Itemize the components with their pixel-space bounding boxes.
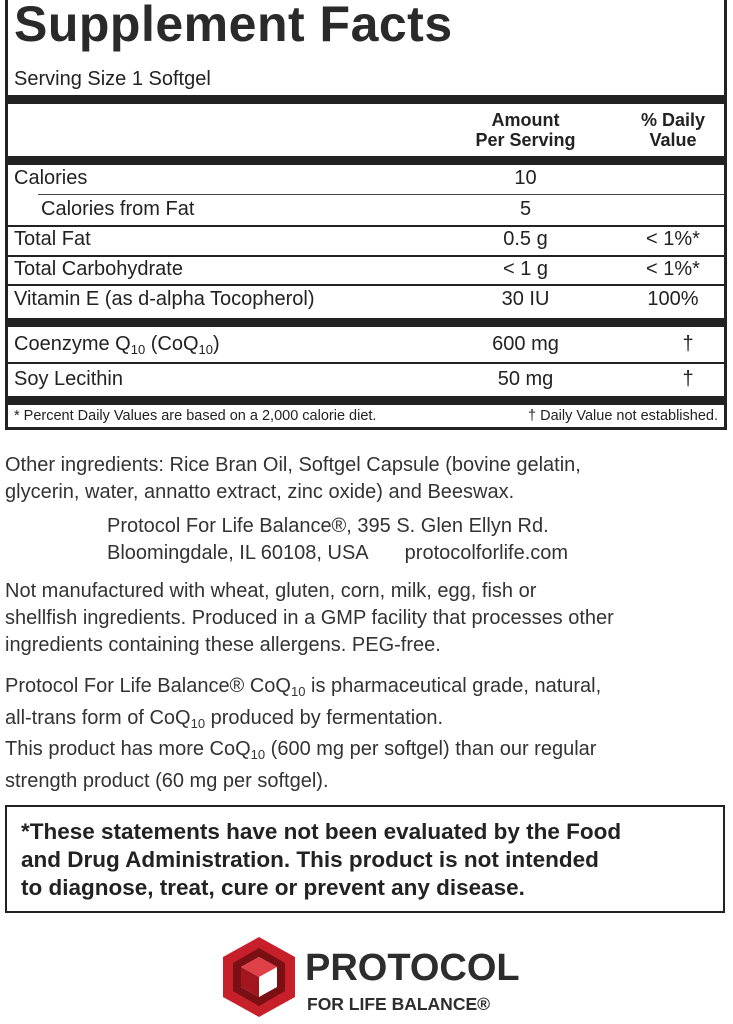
thick-divider bbox=[8, 396, 724, 405]
row-daily-value: < 1%* bbox=[646, 228, 700, 250]
supplement-facts-panel bbox=[5, 0, 727, 430]
row-label: Soy Lecithin bbox=[14, 368, 123, 390]
thick-divider bbox=[8, 156, 724, 165]
row-amount: 5 bbox=[519, 198, 532, 220]
brand-wordmark: PROTOCOL bbox=[305, 947, 520, 989]
divider bbox=[8, 362, 724, 364]
row-label: Total Fat bbox=[14, 228, 91, 250]
strength-note: This product has more CoQ$_{10}$ (600 mg per softgel) than our regular strength product (60 mg per softgel). bbox=[5, 738, 597, 792]
brand-tagline: FOR LIFE BALANCE® bbox=[307, 994, 491, 1014]
pharmaceutical-grade-note: Protocol For Life Balance® CoQ$_{10}$ is pharmaceutical grade, natural, all-trans form of CoQ$_{10}$ produced by fermentation. bbox=[5, 675, 602, 731]
thin-divider bbox=[38, 194, 724, 195]
serving-size: Serving Size 1 Softgel bbox=[14, 68, 211, 90]
row-daily-value: † bbox=[682, 333, 694, 355]
row-daily-value: 100% bbox=[647, 288, 699, 310]
daily-value-header: % Daily Value bbox=[640, 110, 706, 150]
allergen-statement: Not manufactured with wheat, gluten, corn, milk, egg, fish or shellfish ingredients. Produced in a GMP facility that processes other ingredients containing these allergens. PEG-free. bbox=[5, 580, 614, 656]
row-amount: 0.5 g bbox=[503, 228, 548, 250]
thick-divider bbox=[8, 318, 724, 327]
row-amount: 30 IU bbox=[501, 288, 550, 310]
manufacturer-address: Protocol For Life Balance®, 395 S. Glen Ellyn Rd. Bloomingdale, IL 60108, USA protocolforlife.com bbox=[107, 515, 569, 564]
row-amount: 50 mg bbox=[497, 368, 554, 390]
row-label-coq10: Coenzyme $Q_{10}$ (CoQ$_{10}$) bbox=[14, 333, 220, 357]
divider bbox=[8, 225, 724, 227]
row-label: Calories bbox=[14, 167, 88, 189]
divider bbox=[8, 284, 724, 286]
row-daily-value: < 1%* bbox=[646, 258, 700, 280]
footnote-percent: * Percent Daily Values are based on a 2,000 calorie diet. bbox=[14, 408, 377, 424]
row-label: Total Carbohydrate bbox=[14, 258, 183, 280]
hexagon-logo-icon bbox=[219, 935, 299, 1019]
fda-disclaimer-box: *These statements have not been evaluated by the Food and Drug Administration. This product is not intended to diagnose, treat, cure or prevent any disease. bbox=[5, 805, 725, 913]
website-link[interactable]: protocolforlife.com bbox=[404, 542, 569, 564]
footnote-dagger: † Daily Value not established. bbox=[528, 408, 718, 424]
row-daily-value: † bbox=[682, 368, 694, 390]
row-amount: 600 mg bbox=[492, 333, 559, 355]
thick-divider bbox=[8, 95, 724, 104]
row-amount: < 1 g bbox=[502, 258, 549, 280]
row-amount: 10 bbox=[514, 167, 537, 189]
amount-header: Amount Per Serving bbox=[475, 110, 576, 150]
other-ingredients: Other ingredients: Rice Bran Oil, Softgel Capsule (bovine gelatin, glycerin, water, annatto extract, zinc oxide) and Beeswax. bbox=[5, 454, 581, 503]
facts-title: Supplement Facts bbox=[14, 0, 453, 52]
row-label: Calories from Fat bbox=[41, 198, 195, 220]
row-label: Vitamin E (as d-alpha Tocopherol) bbox=[14, 288, 315, 310]
